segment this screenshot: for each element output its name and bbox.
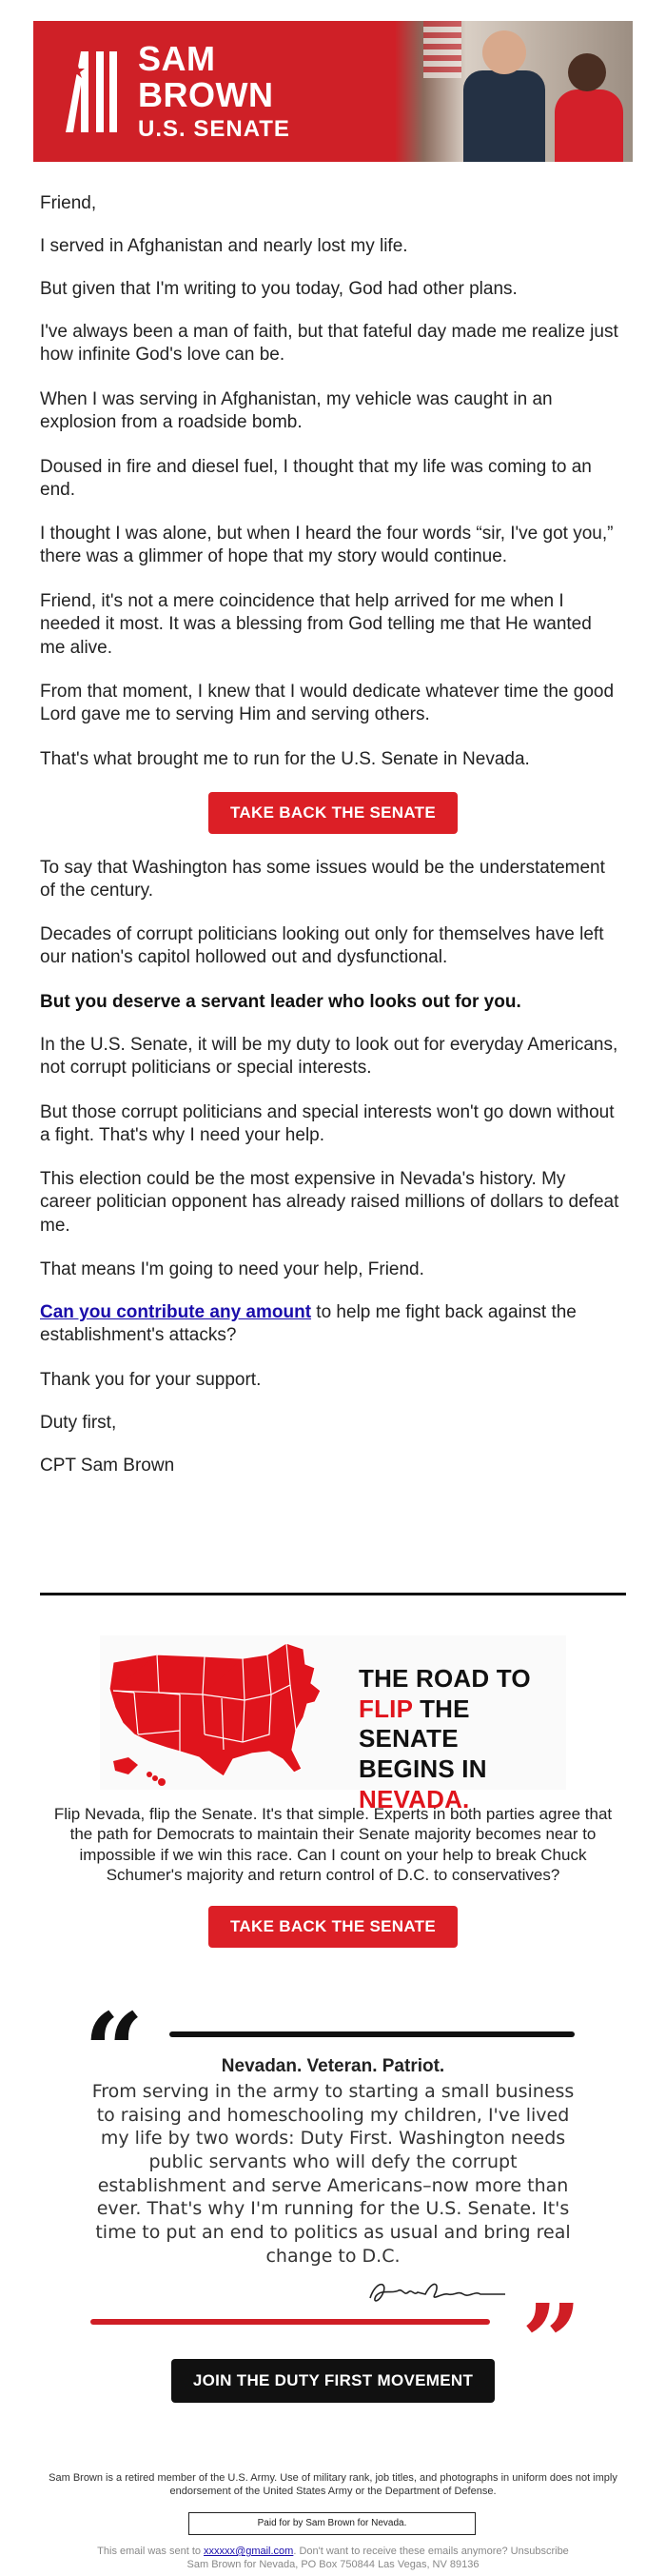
email-footer xyxy=(43,2545,623,2572)
candidate-photo xyxy=(395,21,633,162)
us-map-icon xyxy=(100,1635,349,1790)
paragraph: But given that I'm writing to you today, God had other plans. xyxy=(40,279,518,299)
thanks-line: Thank you for your support. xyxy=(40,1370,262,1390)
headline-senate: THE SENATE xyxy=(359,1694,470,1754)
military-disclaimer: Sam Brown is a retired member of the U.S. Army. Use of military rank, job titles, and photographs in uniform does not imply endorsement of the United States Army or the Department of Defense. xyxy=(49,2472,617,2498)
join-duty-first-button[interactable]: JOIN THE DUTY FIRST MOVEMENT xyxy=(171,2359,495,2403)
email-page xyxy=(0,21,666,2576)
header-name-line2: BROWN xyxy=(138,75,274,114)
paragraph: This election could be the most expensive in Nevada's history. My career politician opponent has already raised millions of dollars to defeat me. xyxy=(40,1169,619,1236)
road-to-flip-headline xyxy=(359,1664,566,1815)
quote-bottom-line xyxy=(90,2319,490,2325)
bold-statement: But you deserve a servant leader who looks out for you. xyxy=(40,992,521,1012)
paragraph: Doused in fire and diesel fuel, I thought that my life was coming to an end. xyxy=(40,457,592,501)
paragraph: I thought I was alone, but when I heard the four words “sir, I've got you,” there was a glimmer of hope that my story would continue. xyxy=(40,524,614,567)
contribute-link[interactable]: Can you contribute any amount xyxy=(40,1302,312,1322)
signature-icon xyxy=(366,2273,509,2311)
recipient-email-link[interactable]: xxxxxx@gmail.com xyxy=(204,2546,294,2557)
paragraph: When I was serving in Afghanistan, my vehicle was caught in an explosion from a roadside bomb. xyxy=(40,389,553,433)
photo-figure xyxy=(482,30,526,74)
footer-sent-prefix: This email was sent to xyxy=(97,2546,205,2557)
quote-top-line xyxy=(169,2031,575,2037)
paragraph: That's what brought me to run for the U.S. Senate in Nevada. xyxy=(40,749,530,769)
quote-title: Nevadan. Veteran. Patriot. xyxy=(221,2056,445,2076)
paragraph: Decades of corrupt politicians looking out only for themselves have left our nation's capitol hollowed out and dysfunctional. xyxy=(40,924,604,968)
flip-nevada-text: Flip Nevada, flip the Senate. It's that simple. Experts in both parties agree that the path for Democrats to maintain their Senate majority becomes near to impossible if we win this race. Can I count on your help to break Chuck Schumer's majority and return control of D.C. to conservatives? xyxy=(53,1805,613,1885)
header-name-line3: U.S. SENATE xyxy=(138,116,290,142)
header-banner xyxy=(33,21,633,162)
paragraph: In the U.S. Senate, it will be my duty to look out for everyday Americans, not corrupt politicians or special interests. xyxy=(40,1035,618,1079)
take-back-senate-button-2[interactable]: TAKE BACK THE SENATE xyxy=(208,1906,458,1948)
photo-figure xyxy=(463,70,545,162)
contribute-paragraph xyxy=(40,1301,620,1348)
open-quote-icon: “ xyxy=(84,1990,145,2112)
signature-name: CPT Sam Brown xyxy=(40,1456,175,1476)
footer-unsubscribe[interactable]: . Don't want to receive these emails anymore? Unsubscribe xyxy=(293,2546,569,2557)
paragraph: That means I'm going to need your help, Friend. xyxy=(40,1259,424,1279)
flag-graphic xyxy=(423,21,461,78)
footer-sent-line xyxy=(43,2545,623,2558)
headline-line1: THE ROAD TO xyxy=(359,1664,531,1693)
headline-flip: FLIP xyxy=(359,1694,413,1723)
contribute-rest: to help me fight back against the establishment's attacks? xyxy=(40,1302,577,1346)
greeting: Friend, xyxy=(40,193,97,213)
paid-for-box: Paid for by Sam Brown for Nevada. xyxy=(188,2512,476,2535)
paragraph: I served in Afghanistan and nearly lost my life. xyxy=(40,236,408,256)
photo-figure xyxy=(555,89,623,162)
paragraph: But those corrupt politicians and special interests won't go down without a fight. That's why I need your help. xyxy=(40,1102,615,1146)
quote-body: From serving in the army to starting a small business to raising and homeschooling my children, I've lived my life by two words: Duty First. Washington needs public servants who will defy the corrupt establishment and serve Americans–now more than ever. That's why I'm running for the U.S. Senate. It's time to put an end to politics as usual and bring real change to D.C. xyxy=(91,2081,575,2267)
road-to-flip-graphic xyxy=(100,1635,566,1813)
paragraph: To say that Washington has some issues would be the understatement of the century. xyxy=(40,858,605,902)
signoff: Duty first, xyxy=(40,1413,117,1433)
paragraph: I've always been a man of faith, but that fateful day made me realize just how infinite God's love can be. xyxy=(40,322,618,366)
headline-begins: BEGINS IN xyxy=(359,1754,487,1784)
footer-address: Sam Brown for Nevada, PO Box 750844 Las Vegas, NV 89136 xyxy=(186,2559,480,2571)
section-divider xyxy=(40,1593,626,1595)
paragraph: Friend, it's not a mere coincidence that help arrived for me when I needed it most. It was a blessing from God telling me that He wanted me alive. xyxy=(40,591,592,658)
header-name xyxy=(138,39,290,142)
sam-brown-logo-icon xyxy=(60,42,128,137)
close-quote-icon: ” xyxy=(521,2281,582,2404)
take-back-senate-button[interactable]: TAKE BACK THE SENATE xyxy=(208,792,458,834)
headline-line2 xyxy=(359,1694,566,1754)
header-name-line1: SAM xyxy=(138,39,216,78)
paragraph: From that moment, I knew that I would dedicate whatever time the good Lord gave me to serving Him and serving others. xyxy=(40,682,615,725)
photo-figure xyxy=(568,53,606,91)
headline-nevada: NEVADA. xyxy=(359,1784,470,1813)
